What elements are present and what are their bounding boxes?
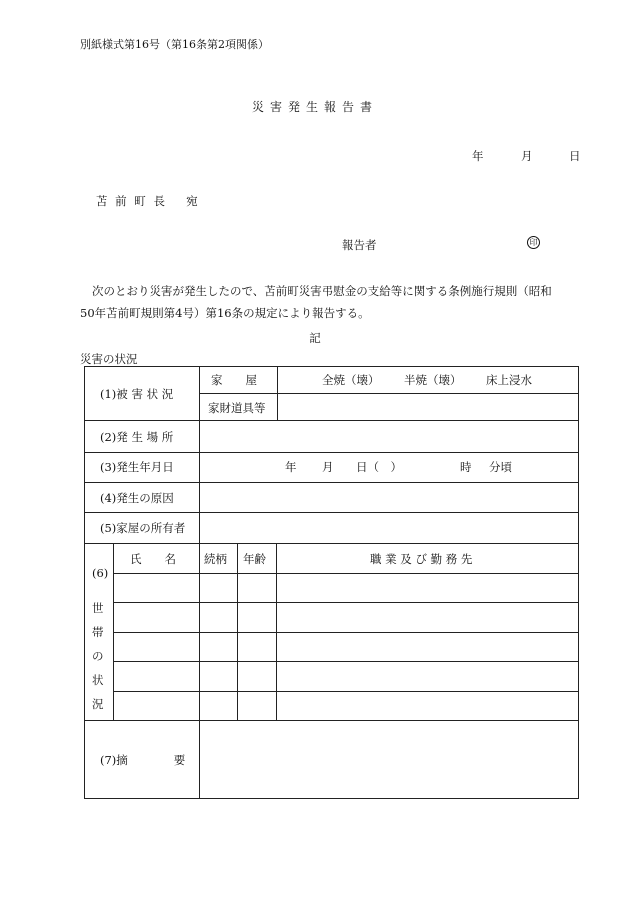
rule-4 bbox=[84, 512, 579, 513]
rule-hh-5 bbox=[113, 691, 579, 692]
addressee: 苫 前 町 長 宛 bbox=[96, 194, 200, 208]
rule-damage-col bbox=[277, 366, 278, 420]
household-goods-label: 家財道具等 bbox=[208, 401, 266, 415]
rule-2 bbox=[84, 452, 579, 453]
rule-relation-col bbox=[237, 543, 238, 720]
rule-hh-3 bbox=[113, 632, 579, 633]
col-age-header: 年齢 bbox=[243, 552, 266, 566]
rule-label-col bbox=[199, 366, 200, 543]
table-border-top bbox=[84, 366, 579, 367]
date-day-label: 日 bbox=[569, 149, 581, 163]
datetime-year: 年 bbox=[285, 460, 297, 474]
rule-hh-2 bbox=[113, 602, 579, 603]
damage-status-label: (1)被 害 状 況 bbox=[100, 387, 174, 401]
house-label: 家 屋 bbox=[211, 373, 257, 387]
datetime-hour: 時 bbox=[460, 460, 472, 474]
table-border-right bbox=[578, 366, 579, 799]
col-relation-header: 続柄 bbox=[204, 552, 227, 566]
cause-label: (4)発生の原因 bbox=[100, 491, 174, 505]
col-job-header: 職 業 及 び 勤 務 先 bbox=[370, 552, 473, 566]
report-body-text: 次のとおり災害が発生したので、苫前町災害弔慰金の支給等に関する条例施行規則（昭和50年苫前町規則第4号）第16条の規定により報告する。 bbox=[80, 284, 552, 320]
section-label: 災害の状況 bbox=[80, 352, 138, 366]
datetime-month: 月 bbox=[322, 460, 334, 474]
household-label-char-4: 状 bbox=[92, 673, 104, 687]
date-year-label: 年 bbox=[472, 149, 484, 163]
damage-option-total: 全焼（壊） bbox=[322, 373, 380, 387]
rule-hh-4 bbox=[113, 661, 579, 662]
page-title: 災害発生報告書 bbox=[251, 100, 378, 114]
household-label-char-3: の bbox=[92, 649, 104, 663]
rule-1 bbox=[84, 420, 579, 421]
col-name-header: 氏 名 bbox=[130, 552, 176, 566]
disaster-status-table bbox=[84, 366, 579, 799]
location-label: (2)発 生 場 所 bbox=[100, 430, 174, 444]
damage-option-flood: 床上浸水 bbox=[486, 373, 532, 387]
damage-option-half: 半焼（壊） bbox=[404, 373, 462, 387]
summary-label: (7)摘 要 bbox=[100, 753, 186, 767]
datetime-label: (3)発生年月日 bbox=[100, 460, 174, 474]
household-label-char-1: 世 bbox=[92, 601, 104, 615]
datetime-day: 日（ ） bbox=[356, 460, 402, 474]
datetime-minute: 分頃 bbox=[489, 460, 512, 474]
rule-5 bbox=[84, 543, 579, 544]
rule-damage-split bbox=[199, 393, 579, 394]
household-label-num: (6) bbox=[92, 566, 109, 580]
table-border-bottom bbox=[84, 798, 579, 799]
rule-hh-side bbox=[113, 543, 114, 720]
rule-3 bbox=[84, 482, 579, 483]
reporter-label: 報告者 bbox=[342, 238, 377, 252]
date-month-label: 月 bbox=[521, 149, 533, 163]
rule-age-col bbox=[276, 543, 277, 720]
ki-heading: 記 bbox=[309, 331, 321, 345]
form-number: 別紙様式第16号（第16条第2項関係） bbox=[80, 38, 269, 51]
rule-6 bbox=[84, 720, 579, 721]
owner-label: (5)家屋の所有者 bbox=[100, 521, 186, 535]
rule-name-col bbox=[199, 543, 200, 799]
table-border-left bbox=[84, 366, 85, 799]
seal-mark: 印 bbox=[527, 236, 540, 249]
household-label-char-2: 帯 bbox=[92, 625, 104, 639]
household-label-char-5: 況 bbox=[92, 697, 104, 711]
rule-hh-1 bbox=[113, 573, 579, 574]
